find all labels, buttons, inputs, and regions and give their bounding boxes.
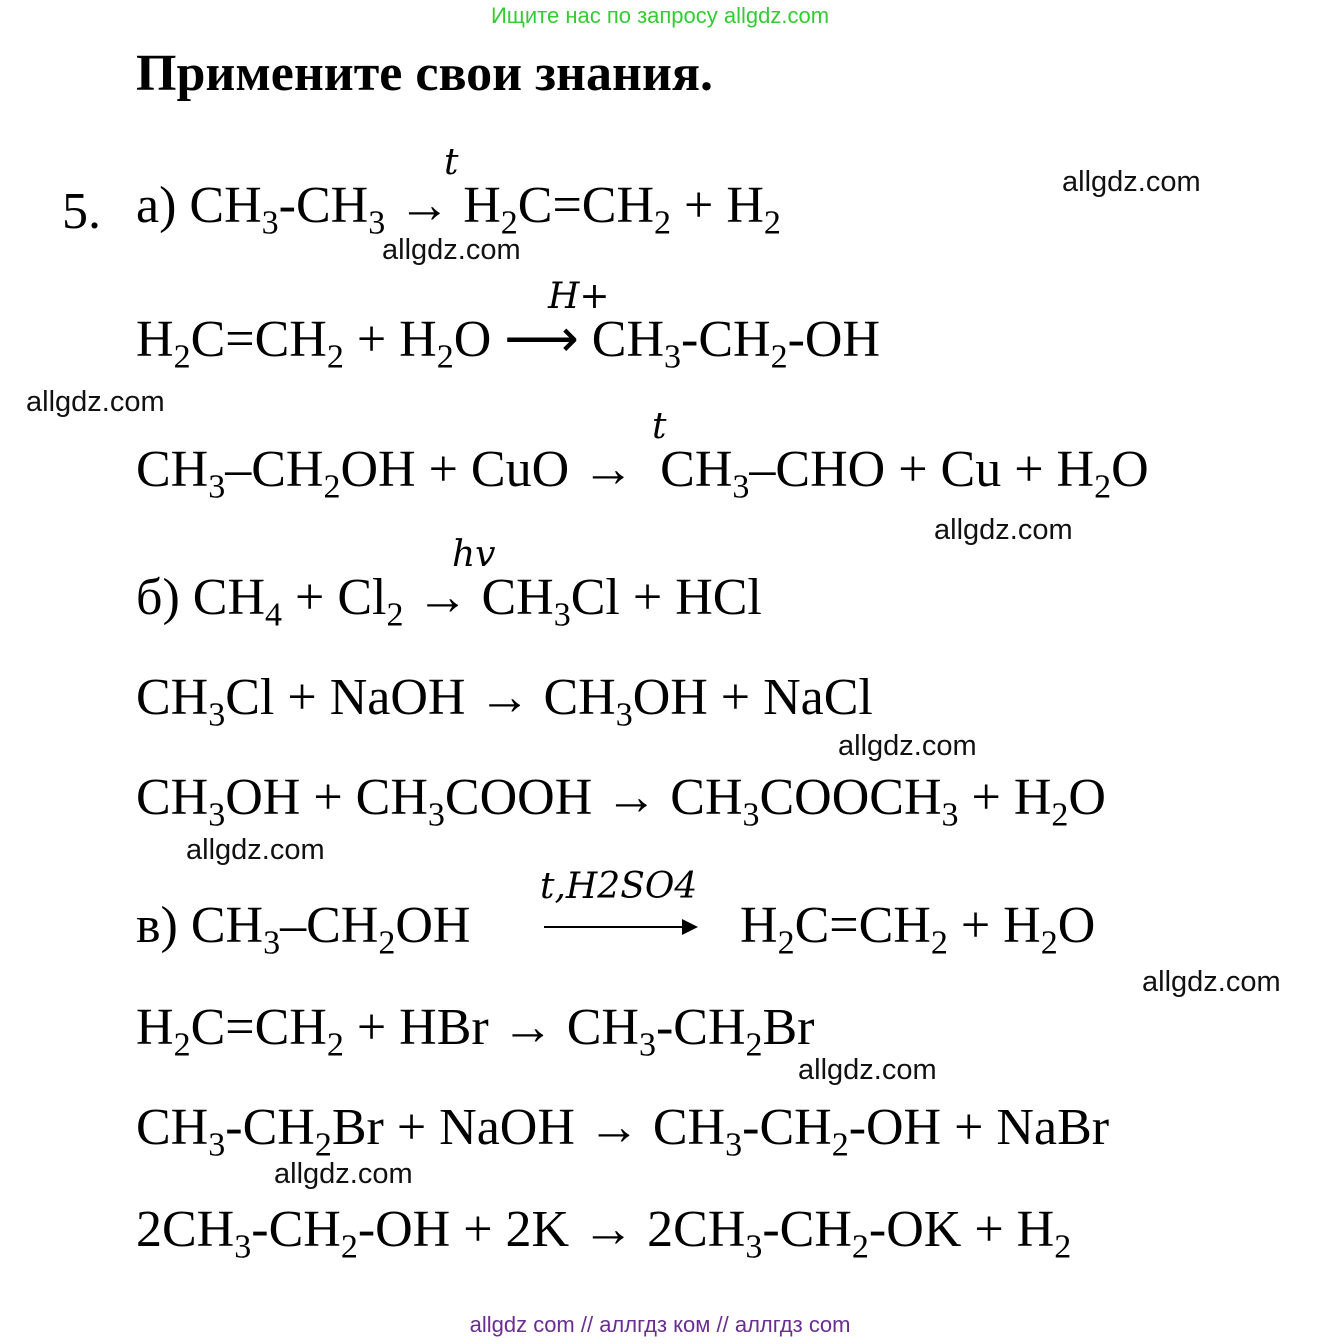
equation-a1: а) $CH_3-CH_3 \to H_2C=CH_2 + H_2$ <box>136 177 781 242</box>
watermark: allgdz.com <box>26 386 165 418</box>
condition-acid-catalyst: H+ <box>548 276 610 317</box>
footer-links: allgdz com // аллгдз ком // аллгдз com <box>469 1312 851 1337</box>
condition-temperature-1: t <box>444 142 459 183</box>
equation-v1-right: $H_2C=CH_2 + H_2O$ <box>740 897 1096 962</box>
watermark: allgdz.com <box>934 514 1073 546</box>
equation-v4: $2CH_3-CH_2-OH + 2K \to 2CH_3-CH_2-OK + H_2$ <box>136 1201 1072 1266</box>
watermark: allgdz.com <box>274 1158 413 1190</box>
equation-b3: $CH_3OH$ + $CH_3COOH$ → $CH_3COOCH_3 + H_2O$ <box>136 769 1106 834</box>
watermark: allgdz.com <box>838 730 977 762</box>
watermark: allgdz.com <box>382 234 521 266</box>
equation-v3: $CH_3-CH_2Br$ + NaOH → $CH_3-CH_2-OH$ + NaBr <box>136 1099 1110 1164</box>
condition-light: hv <box>452 534 496 575</box>
equation-a2: $H_2C=CH_2 + H_2O$ ⟶ $CH_3-CH_2-OH$ <box>136 311 881 376</box>
condition-temp-sulfuric-acid: t,H2SO4 <box>540 866 698 907</box>
page-title: Примените свои знания. <box>136 45 714 102</box>
long-arrow-line <box>544 926 684 928</box>
search-hint: Ищите нас по запросу allgdz.com <box>490 3 830 28</box>
watermark: allgdz.com <box>186 834 325 866</box>
long-arrow-head <box>682 919 698 935</box>
condition-temperature-2: t <box>652 406 667 447</box>
equation-v1-left: в) $CH_3-CH_2OH$ <box>136 897 471 962</box>
equation-b2: $CH_3Cl$ + NaOH → $CH_3OH$ + NaCl <box>136 669 873 734</box>
equation-a3: $CH_3-CH_2OH$ + CuO → $CH_3$–CHO + $Cu + H_2O$ <box>136 441 1149 506</box>
task-number: 5. <box>62 183 101 240</box>
equation-v2: $H_2C=CH_2$ + HBr → $CH_3-CH_2Br$ <box>136 999 815 1064</box>
watermark: allgdz.com <box>1062 166 1201 198</box>
watermark: allgdz.com <box>798 1054 937 1086</box>
watermark: allgdz.com <box>1142 966 1281 998</box>
equation-b1: б) $CH_4 + Cl_2 \to CH_3Cl$ + HCl <box>136 569 762 634</box>
